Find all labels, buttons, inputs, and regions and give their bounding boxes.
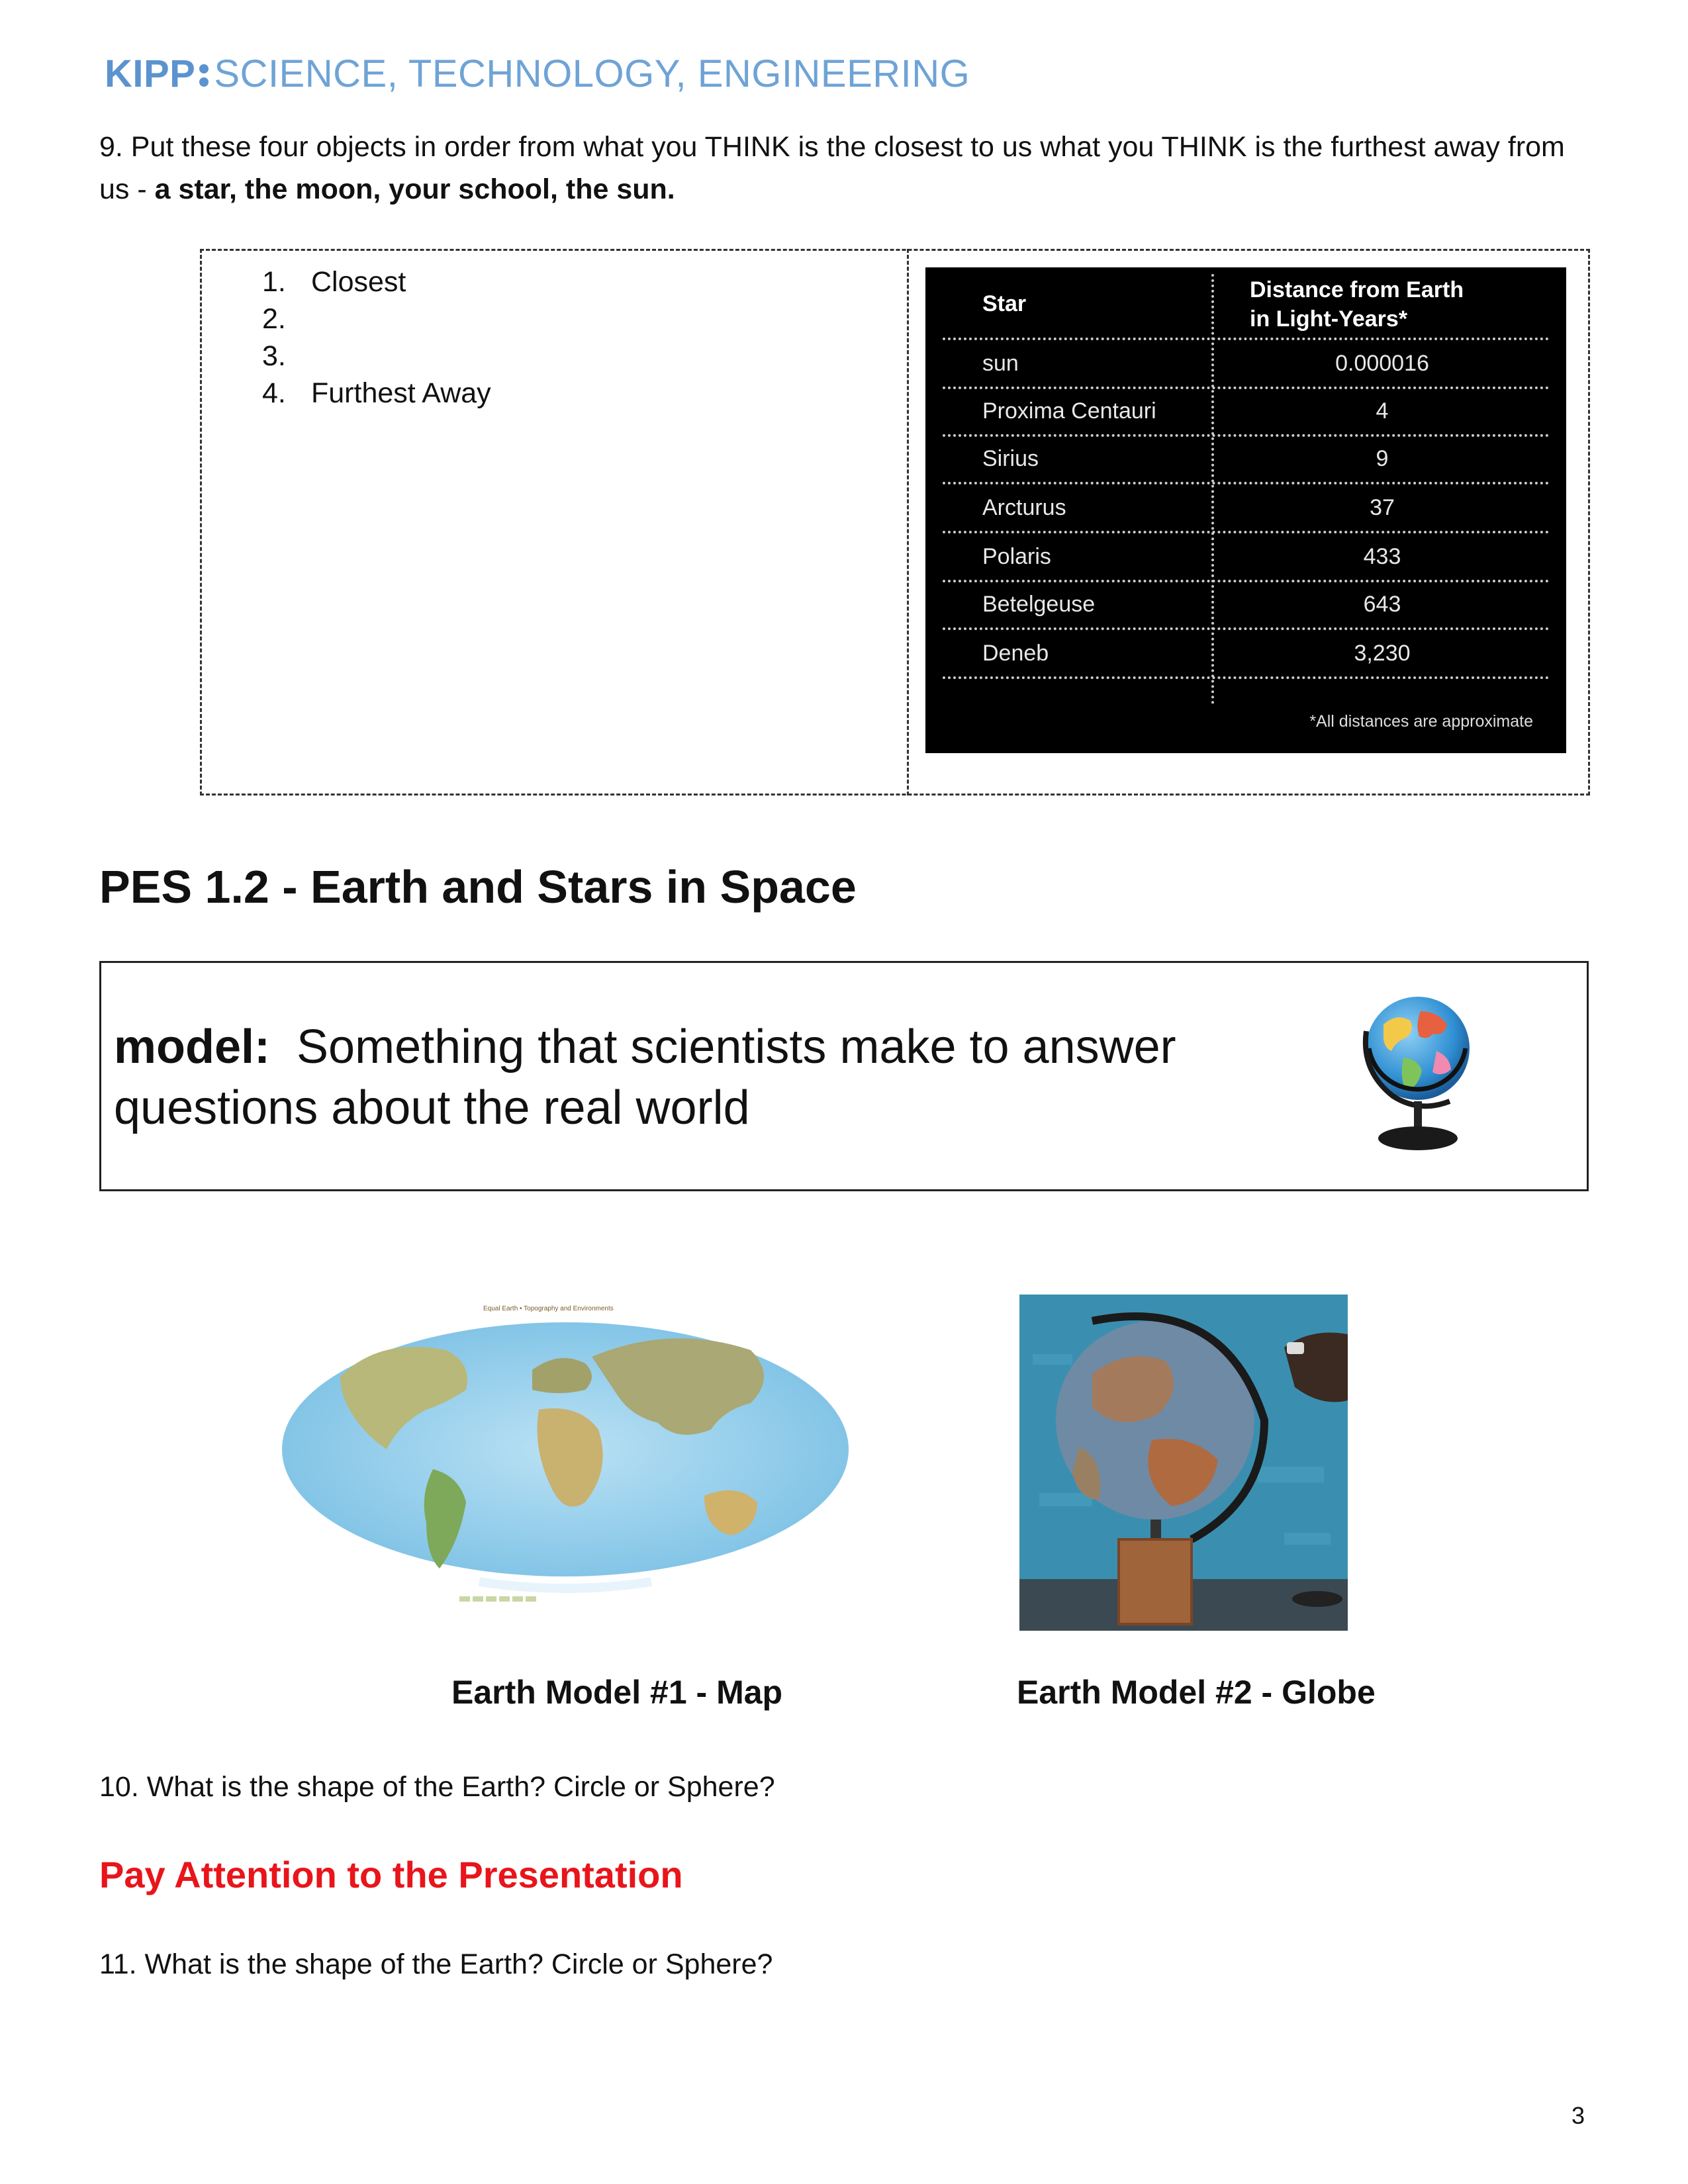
star-distance: 433 bbox=[1363, 544, 1401, 569]
list-label: Furthest Away bbox=[311, 377, 491, 409]
star-distance: 4 bbox=[1376, 398, 1389, 424]
distance-column-header bbox=[1250, 275, 1464, 334]
desk-globe-icon bbox=[1357, 985, 1476, 1157]
table-row-divider bbox=[943, 387, 1549, 389]
distance-header-line2: in Light-Years* bbox=[1250, 306, 1408, 332]
star-name: Proxima Centauri bbox=[982, 398, 1156, 424]
table-row-divider bbox=[943, 338, 1549, 340]
question-11: 11. What is the shape of the Earth? Circle or Sphere? bbox=[99, 1948, 773, 1980]
definition-term: model: bbox=[114, 1021, 271, 1073]
list-number: 1. bbox=[262, 266, 286, 298]
brand-dots-icon bbox=[197, 59, 211, 89]
star-name: Arcturus bbox=[982, 495, 1066, 520]
world-map-image bbox=[281, 1297, 850, 1615]
question-9-text: 9. Put these four objects in order from what you THINK is the closest to us what you THINK is the furthest away from us - bbox=[99, 131, 1565, 205]
star-distance: 9 bbox=[1376, 446, 1389, 471]
section-title: PES 1.2 - Earth and Stars in Space bbox=[99, 861, 857, 913]
table-row-divider bbox=[943, 676, 1549, 679]
pay-attention-heading: Pay Attention to the Presentation bbox=[99, 1854, 683, 1895]
table-footnote: *All distances are approximate bbox=[1309, 712, 1533, 731]
star-distance: 0.000016 bbox=[1335, 351, 1429, 376]
list-number: 2. bbox=[262, 303, 286, 335]
map-caption: Earth Model #1 - Map bbox=[451, 1674, 783, 1711]
star-distance: 643 bbox=[1363, 592, 1401, 617]
list-item bbox=[262, 300, 491, 338]
star-distance-table bbox=[925, 267, 1566, 753]
list-item bbox=[262, 263, 491, 300]
list-number: 4. bbox=[262, 377, 286, 409]
star-name: Polaris bbox=[982, 544, 1051, 569]
model-definition bbox=[114, 1017, 1319, 1138]
star-name: Betelgeuse bbox=[982, 592, 1096, 617]
definition-text: Something that scientists make to answer questions about the real world bbox=[114, 1021, 1176, 1134]
star-distance: 3,230 bbox=[1354, 641, 1411, 666]
header-subtitle: SCIENCE, TECHNOLOGY, ENGINEERING bbox=[214, 52, 970, 95]
star-name: Sirius bbox=[982, 446, 1039, 471]
table-row-divider bbox=[943, 482, 1549, 484]
page-header bbox=[105, 52, 970, 96]
classroom-globe-image bbox=[1019, 1295, 1348, 1631]
table-row-divider bbox=[943, 580, 1549, 582]
star-name: sun bbox=[982, 351, 1019, 376]
table-row-divider bbox=[943, 531, 1549, 533]
star-name: Deneb bbox=[982, 641, 1049, 666]
brand-name: KIPP bbox=[105, 52, 196, 95]
globe-caption: Earth Model #2 - Globe bbox=[1017, 1674, 1376, 1711]
star-column-header: Star bbox=[982, 291, 1027, 316]
answer-box-divider bbox=[907, 249, 909, 796]
table-row-divider bbox=[943, 434, 1549, 437]
page-number: 3 bbox=[1571, 2102, 1585, 2129]
star-distance: 37 bbox=[1370, 495, 1395, 520]
map-title: Equal Earth • Topography and Environments bbox=[483, 1305, 614, 1312]
table-row-divider bbox=[943, 627, 1549, 630]
list-item bbox=[262, 338, 491, 375]
list-label: Closest bbox=[311, 266, 406, 298]
list-item bbox=[262, 375, 491, 412]
question-9 bbox=[99, 126, 1589, 210]
question-10: 10. What is the shape of the Earth? Circle or Sphere? bbox=[99, 1771, 775, 1803]
order-list bbox=[262, 263, 491, 412]
question-9-objects: a star, the moon, your school, the sun. bbox=[154, 173, 675, 205]
distance-header-line1: Distance from Earth bbox=[1250, 277, 1464, 302]
list-number: 3. bbox=[262, 340, 286, 372]
